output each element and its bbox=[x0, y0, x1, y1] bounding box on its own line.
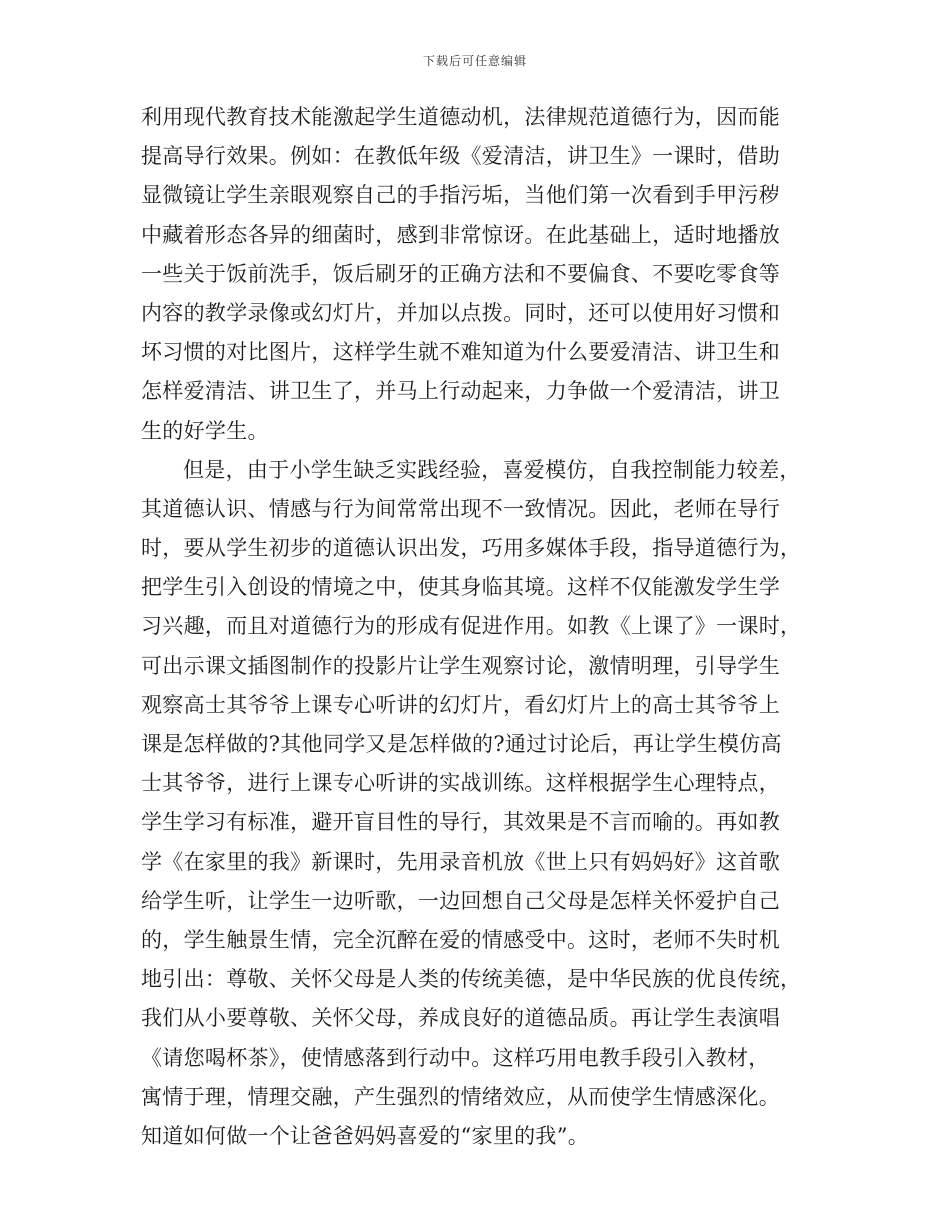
text-line: 把学生引入创设的情境之中，使其身临其境。这样不仅能激发学生学 bbox=[141, 575, 780, 600]
paragraph bbox=[141, 98, 809, 451]
document-body bbox=[141, 98, 809, 1156]
text-line: 显微镜让学生亲眼观察自己的手指污垢，当他们第一次看到手甲污秽 bbox=[141, 183, 780, 208]
text-line: 习兴趣，而且对道德行为的形成有促进作用。如教《上课了》一课时， bbox=[141, 614, 802, 639]
text-line: 《请您喝杯茶》，使情感落到行动中。这样巧用电教手段引入教材， bbox=[141, 1045, 770, 1070]
text-line: 给学生听，让学生一边听歌，一边回想自己父母是怎样关怀爱护自己 bbox=[141, 888, 780, 913]
text-line: 寓情于理，情理交融，产生强烈的情绪效应，从而使学生情感深化。 bbox=[141, 1084, 780, 1109]
paragraph bbox=[141, 451, 809, 1156]
text-line: 利用现代教育技术能激起学生道德动机，法律规范道德行为，因而能 bbox=[141, 105, 780, 129]
text-line: 生的好学生。 bbox=[141, 418, 269, 443]
text-line: 提高导行效果。例如：在教低年级《爱清洁，讲卫生》一课时，借助 bbox=[141, 144, 780, 169]
text-line: 知道如何做一个让爸爸妈妈喜爱的“家里的我”。 bbox=[141, 1123, 590, 1148]
text-line: 中藏着形态各异的细菌时，感到非常惊讶。在此基础上，适时地播放 bbox=[141, 222, 780, 247]
text-line: 士其爷爷，进行上课专心听讲的实战训练。这样根据学生心理特点， bbox=[141, 771, 780, 796]
text-line: 地引出：尊敬、关怀父母是人类的传统美德，是中华民族的优良传统， bbox=[141, 967, 802, 992]
text-line: 可出示课文插图制作的投影片让学生观察讨论，激情明理，引导学生 bbox=[141, 653, 780, 678]
text-line: 内容的教学录像或幻灯片，并加以点拨。同时，还可以使用好习惯和 bbox=[141, 300, 780, 325]
text-line: 课是怎样做的?其他同学又是怎样做的?通过讨论后，再让学生模仿高 bbox=[141, 732, 782, 756]
text-line: 但是，由于小学生缺乏实践经验，喜爱模仿，自我控制能力较差， bbox=[183, 457, 801, 482]
text-line: 时，要从学生初步的道德认识出发，巧用多媒体手段，指导道德行为， bbox=[141, 536, 802, 561]
text-line: 的，学生触景生情，完全沉醉在爱的情感受中。这时，老师不失时机 bbox=[141, 927, 780, 952]
text-line: 其道德认识、情感与行为间常常出现不一致情况。因此，老师在导行 bbox=[141, 496, 780, 521]
text-line: 坏习惯的对比图片，这样学生就不难知道为什么要爱清洁、讲卫生和 bbox=[141, 340, 780, 365]
text-line: 一些关于饭前洗手，饭后刷牙的正确方法和不要偏食、不要吃零食等 bbox=[141, 261, 780, 286]
text-line: 学生学习有标准，避开盲目性的导行，其效果是不言而喻的。再如教 bbox=[141, 810, 780, 835]
text-line: 学《在家里的我》新课时，先用录音机放《世上只有妈妈好》这首歌 bbox=[141, 849, 780, 874]
text-line: 观察高士其爷爷上课专心听讲的幻灯片，看幻灯片上的高士其爷爷上 bbox=[141, 692, 780, 717]
text-line: 怎样爱清洁、讲卫生了，并马上行动起来，力争做一个爱清洁，讲卫 bbox=[141, 379, 780, 404]
page-header: 下载后可任意编辑 bbox=[422, 54, 527, 68]
text-line: 我们从小要尊敬、关怀父母，养成良好的道德品质。再让学生表演唱 bbox=[141, 1006, 780, 1031]
